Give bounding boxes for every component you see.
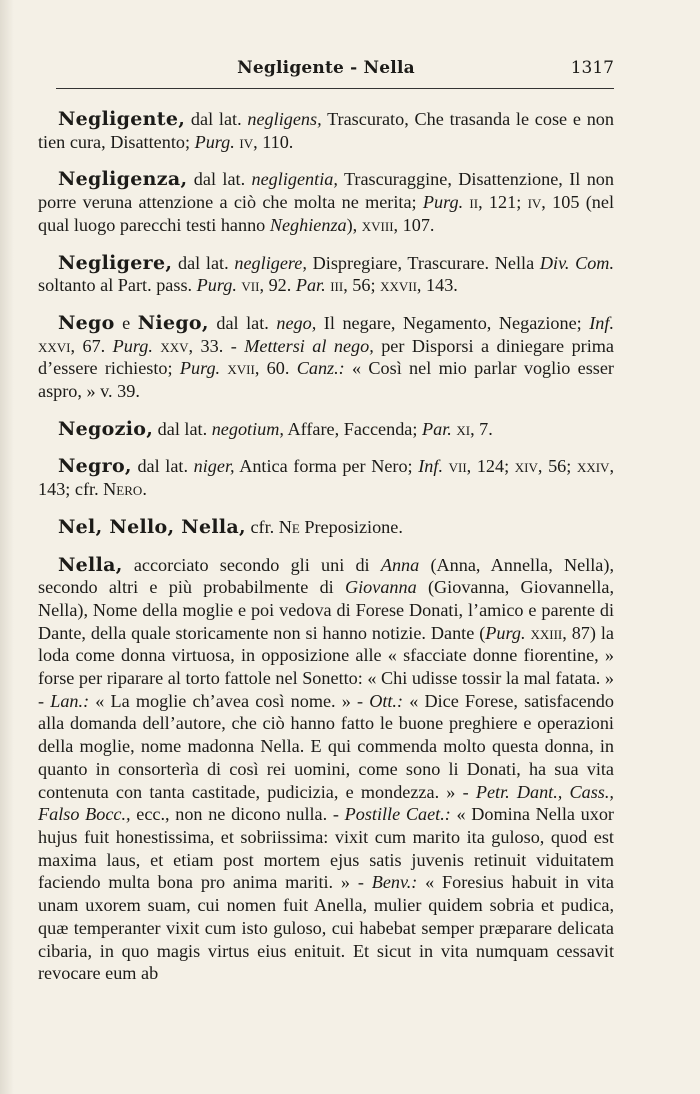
entry-text: Lan.: bbox=[50, 690, 90, 711]
entry-text: , 92. bbox=[259, 275, 296, 296]
entry-text: « Così nel mio parlar voglio esser aspro, » v. 39. bbox=[38, 358, 614, 402]
entry-negligente bbox=[38, 108, 614, 153]
entry-text: « Dice Forese, satisfacendo alla domanda dell’autore, che ciò hanno fatto le buone preghiere e operazioni della moglie, nome madonna Nella. E qui commenda molto questa donna, in quanto in consorterìa di così rei uomini, come sono li Donati, ha sua vita contenuta con tanta castitade, pudicizia, e mondezza. » - bbox=[38, 690, 614, 802]
entry-text: dal lat. bbox=[208, 312, 277, 333]
page-number: 1317 bbox=[570, 58, 614, 78]
entry-text: dal lat. bbox=[185, 109, 248, 129]
entry-nella bbox=[38, 554, 614, 985]
entry-text: iii bbox=[330, 275, 344, 296]
entry-text: e bbox=[114, 312, 138, 333]
entry-text: Purg. bbox=[196, 275, 237, 296]
entry-negligenza bbox=[38, 168, 614, 236]
entry-text: Trascuraggine, Disattenzione, Il non porre veruna attenzione a ciò che molta ne merita; bbox=[38, 169, 614, 213]
header-rule bbox=[56, 88, 614, 89]
headword: Nella, bbox=[58, 553, 123, 576]
entry-text: Neghienza bbox=[269, 214, 347, 235]
entry-text: dal lat. bbox=[187, 169, 252, 190]
entry-text: negotium, bbox=[211, 418, 284, 439]
entry-text: , 67. bbox=[70, 335, 113, 356]
entry-text: Purg. bbox=[194, 131, 235, 152]
page-edge-shadow bbox=[0, 0, 14, 1094]
headword: Negro, bbox=[58, 455, 132, 478]
headword: Nel, Nello, Nella, bbox=[58, 515, 246, 538]
entry-text: Il negare, Negamento, Negazione; bbox=[316, 312, 590, 333]
entry-nel-nello-nella bbox=[38, 516, 614, 539]
entry-text: , 60. bbox=[254, 358, 297, 379]
entry-text: « La moglie ch’avea così nome. » - bbox=[89, 690, 370, 711]
entry-text: , 110. bbox=[253, 131, 294, 152]
entry-text: ), bbox=[346, 214, 362, 235]
entry-text: Trascurato, Che trasanda le cose e non tien cura, Disattento; bbox=[38, 109, 614, 152]
entry-text: negligens, bbox=[247, 109, 322, 129]
headword: Nego bbox=[58, 311, 115, 334]
entry-text: Ott.: bbox=[369, 690, 404, 711]
entry-text: « Domina Nella uxor hujus fuit honestissima, et sobriissima: vixit cum marito ita guloso, quod est maxima laus, et etiam post mortem ejus satis juvenis retinuit viduitatem faciendo multa bona pro anima mariti. » - bbox=[38, 804, 614, 893]
entry-text: Div. Com. bbox=[539, 252, 614, 273]
entry-text: negligentia, bbox=[251, 169, 338, 190]
entry-text: Inf. bbox=[418, 456, 443, 477]
entry-text: Purg. bbox=[485, 622, 526, 643]
entry-text: accorciato secondo gli uni di bbox=[122, 554, 381, 575]
entry-text: Postille Caet.: bbox=[344, 804, 451, 825]
entry-text: , 124; bbox=[466, 456, 515, 477]
entry-text: Dispregiare, Trascurare. Nella bbox=[306, 252, 540, 273]
entry-text: Affare, Faccenda; bbox=[283, 418, 422, 439]
entry-negozio bbox=[38, 418, 614, 441]
entry-text: Inf. bbox=[589, 312, 614, 333]
entry-text: xxiv bbox=[576, 456, 610, 477]
entry-text: negligere, bbox=[234, 252, 307, 273]
entry-text: xxv bbox=[160, 335, 189, 356]
entry-text: , 56; bbox=[343, 275, 381, 296]
entry-text: Purg. bbox=[112, 335, 153, 356]
entry-text: Preposizione. bbox=[299, 516, 403, 537]
entry-text: Ne bbox=[278, 516, 300, 537]
entry-text: cfr. bbox=[245, 516, 279, 537]
entry-text: , 87) la loda come donna virtuosa, in opposizione alle « sfacciate donne fiorentine, » forse per riparare al torto fattole nel Sonetto: « Chi udisse tossir la mal fatata. » - bbox=[38, 622, 614, 711]
entry-text: Giovanna bbox=[344, 577, 417, 598]
entry-text: nego, bbox=[276, 312, 317, 333]
entry-text: dal lat. bbox=[131, 456, 194, 477]
entry-text: per Disporsi a diniegare prima d’essere richiesto; bbox=[38, 335, 614, 379]
entry-text: « Foresius habuit in vita unam uxorem suam, cui nomen fuit Anella, mulier quidem sobria et pudica, quæ temperanter vixit cum isto guloso, cui habebat semper præparare delicata cibaria, in quo magis virtus eius enituit. Et sicut in vita numquam cessavit revocare eum ab bbox=[38, 872, 614, 984]
entry-text: dal lat. bbox=[172, 252, 235, 273]
entry-text: iv bbox=[239, 131, 254, 152]
entry-text: xxiii bbox=[530, 622, 563, 643]
entry-text: , 143. bbox=[416, 275, 458, 296]
entry-text: Benv.: bbox=[371, 872, 418, 893]
entry-text: , 143; cfr. bbox=[38, 456, 614, 500]
entry-text: , 56; bbox=[537, 456, 577, 477]
entry-text: Par. bbox=[295, 275, 326, 296]
entry-negro bbox=[38, 455, 614, 500]
entry-text: (Anna, Annella, Nella), secondo altri e più probabilmente di bbox=[38, 554, 614, 598]
entry-text: Anna bbox=[380, 554, 420, 575]
entry-nego-niego bbox=[38, 312, 614, 403]
entry-text: Petr. Dant., Cass., Falso Bocc., bbox=[38, 781, 614, 825]
entry-text: , 121; bbox=[478, 192, 528, 213]
entry-text: xiv bbox=[514, 456, 538, 477]
entry-text: , 107. bbox=[393, 214, 435, 235]
entries-column bbox=[38, 108, 614, 1002]
entry-text: , 105 (nel qual luogo parecchi testi hanno bbox=[38, 192, 614, 235]
entry-text: vii bbox=[241, 275, 260, 296]
entry-text: (Giovanna, Giovannella, Nella), Nome della moglie e poi vedova di Forese Donati, l’amico e parente di Dante, della quale storicamente non si hanno notizie. Dante ( bbox=[38, 577, 614, 643]
entry-text: Purg. bbox=[422, 192, 464, 213]
headword: Negligenza, bbox=[58, 168, 188, 191]
entry-text: , 33. - bbox=[188, 335, 245, 356]
headword: Negligere, bbox=[58, 251, 173, 274]
entry-text: xviii bbox=[361, 214, 394, 235]
entry-text: ii bbox=[469, 192, 479, 213]
headword: Niego, bbox=[137, 311, 209, 334]
headword: Negozio, bbox=[58, 417, 154, 440]
entry-text: Nero bbox=[103, 479, 143, 500]
entry-text: dal lat. bbox=[153, 418, 212, 439]
headword: Negligente, bbox=[58, 108, 186, 130]
entry-text: , 7. bbox=[470, 418, 493, 439]
entry-text: iv bbox=[527, 192, 542, 213]
entry-text: Mettersi al nego, bbox=[244, 335, 374, 356]
entry-text: Par. bbox=[421, 418, 452, 439]
entry-text: xxvii bbox=[380, 275, 417, 296]
entry-text: Antica forma per Nero; bbox=[234, 456, 419, 477]
entry-text: soltanto al Part. pass. bbox=[38, 275, 197, 296]
entry-text: . bbox=[142, 479, 147, 500]
entry-negligere bbox=[38, 252, 614, 297]
entry-text: vii bbox=[448, 456, 467, 477]
running-head bbox=[38, 58, 614, 86]
entry-text: Purg. bbox=[179, 358, 221, 379]
entry-text: xi bbox=[456, 418, 471, 439]
entry-text: xvii bbox=[227, 358, 255, 379]
entry-text: Canz.: bbox=[296, 358, 345, 379]
entry-text: niger, bbox=[193, 456, 235, 477]
entry-text: xxvi bbox=[38, 335, 71, 356]
entry-text: ecc., non ne dicono nulla. - bbox=[130, 804, 345, 825]
dictionary-page bbox=[38, 0, 614, 1094]
running-head-title: Negligente - Nella bbox=[237, 58, 415, 78]
